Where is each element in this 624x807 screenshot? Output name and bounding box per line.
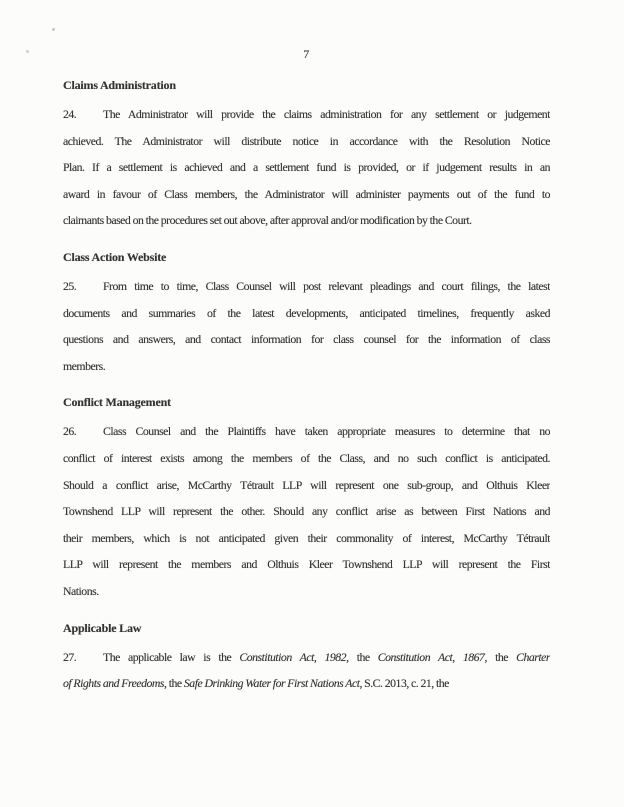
section-heading: Class Action Website	[63, 249, 167, 264]
text-segment: achieved. The Administrator will distribute notice in accordance with the Resolution Notice	[63, 133, 550, 148]
text-segment: , S.C. 2013, c. 21, the	[359, 676, 449, 691]
paragraph-number: 26.	[63, 424, 77, 439]
text-segment: their members, which is not anticipated given their commonality of interest, McCarthy Tétrault	[63, 530, 550, 545]
paragraph-number: 27.	[63, 649, 77, 664]
text-segment: award in favour of Class members, the Administrator will administer payments out of the fund to	[63, 186, 550, 201]
cited-statute-italic: Charter	[516, 649, 550, 664]
cited-statute-italic: Safe Drinking Water for First Nations Act	[183, 676, 360, 691]
paragraph-number: 25.	[63, 278, 77, 293]
text-line	[63, 353, 550, 380]
text-line	[63, 472, 550, 499]
text-segment: Townshend LLP will represent the other. Should any conflict arise as between First Nations and	[63, 504, 550, 519]
section-heading: Claims Administration	[63, 78, 176, 92]
text-line	[63, 326, 550, 353]
page-number: 7	[303, 47, 310, 61]
text-segment: Nations.	[63, 583, 99, 598]
text-line	[63, 128, 550, 155]
text-segment: , the	[346, 649, 378, 664]
text-segment: , the	[164, 676, 184, 691]
text-line	[63, 154, 550, 181]
text-segment: questions and answers, and contact information for class counsel for the information of class	[63, 332, 550, 347]
text-line	[63, 578, 550, 605]
text-line	[63, 418, 550, 445]
text-line	[63, 273, 550, 300]
section-heading: Applicable Law	[63, 620, 142, 635]
text-line	[63, 498, 550, 525]
text-segment: conflict of interest exists among the members of the Class, and no such conflict is anticipated.	[63, 450, 550, 465]
scan-artifact-dot	[26, 50, 29, 53]
text-segment: Class Counsel and the Plaintiffs have taken appropriate measures to determine that no	[103, 424, 550, 439]
text-line	[63, 670, 550, 697]
text-segment: From time to time, Class Counsel will post relevant pleadings and court filings, the latest	[103, 278, 550, 293]
text-line	[63, 181, 550, 208]
section-heading: Conflict Management	[63, 395, 171, 410]
paragraph	[63, 418, 550, 604]
text-line	[63, 551, 550, 578]
text-line	[63, 300, 550, 327]
text-line	[63, 207, 550, 234]
text-line	[63, 445, 550, 472]
scan-artifact-dot	[52, 28, 55, 31]
text-segment: , the	[484, 649, 517, 664]
paragraph	[63, 644, 550, 697]
text-segment: Should a conflict arise, McCarthy Tétrault LLP will represent one sub-group, and Olthuis Kleer	[63, 477, 550, 492]
cited-statute-italic: Constitution Act, 1982	[239, 649, 347, 664]
text-line	[63, 525, 550, 552]
paragraph	[63, 273, 550, 379]
cited-statute-italic: Constitution Act, 1867	[377, 649, 485, 664]
document-body	[63, 75, 550, 697]
text-line	[63, 101, 550, 128]
text-segment: The Administrator will provide the claims administration for any settlement or judgement	[103, 107, 550, 121]
text-segment: documents and summaries of the latest developments, anticipated timelines, frequently asked	[63, 305, 550, 320]
text-segment: LLP will represent the members and Olthuis Kleer Townshend LLP will represent the First	[63, 557, 550, 572]
text-segment: claimants based on the procedures set out above, after approval and/or modification by the Court.	[63, 213, 472, 228]
paragraph	[63, 101, 550, 234]
text-segment: Plan. If a settlement is achieved and a settlement fund is provided, or if judgement results in an	[63, 160, 550, 175]
text-segment: members.	[63, 358, 106, 373]
text-line	[63, 644, 550, 671]
text-segment: The applicable law is the	[103, 649, 240, 664]
cited-statute-italic: of Rights and Freedoms	[63, 676, 165, 691]
paragraph-number: 24.	[63, 107, 77, 121]
